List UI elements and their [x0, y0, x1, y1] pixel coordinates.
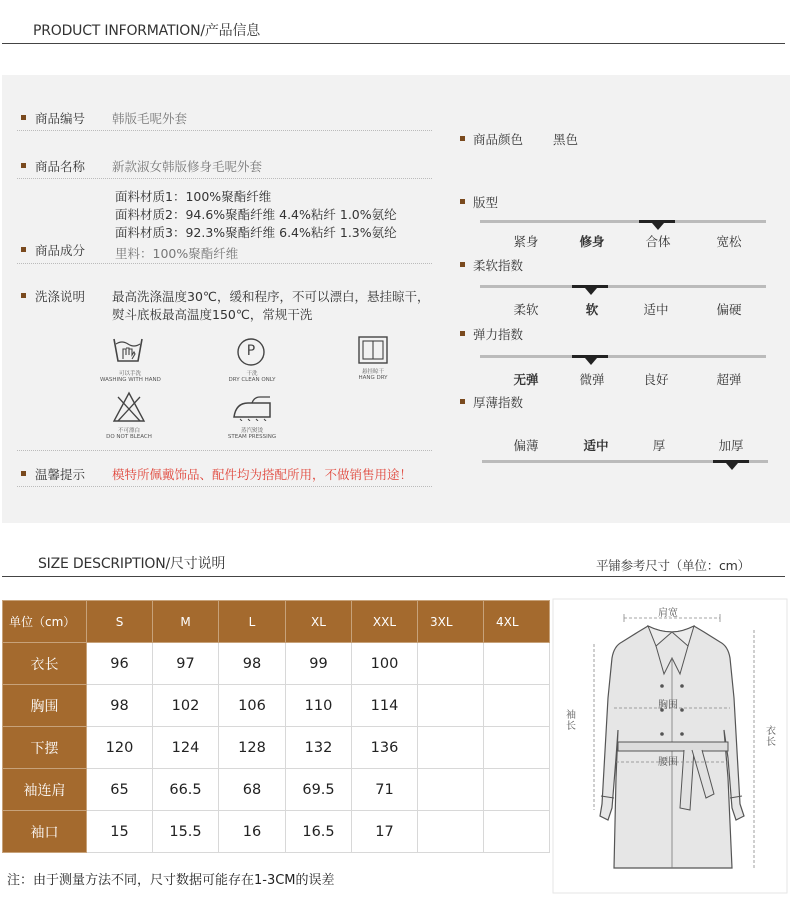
waist-label: 腰围 — [658, 757, 678, 768]
thickness-option-1: 偏薄 — [513, 438, 539, 453]
shoulder-label: 肩宽 — [658, 608, 678, 619]
table-cell — [484, 769, 550, 811]
fit-option-3: 合体 — [645, 234, 671, 249]
table-cell: 98 — [219, 643, 286, 685]
composition-line-3: 面料材质3：92.3%聚酯纤维 6.4%粘纤 1.3%氨纶 — [115, 225, 397, 240]
table-cell: 128 — [219, 727, 286, 769]
softness-option-4: 偏硬 — [716, 302, 742, 317]
table-cell — [418, 727, 484, 769]
composition-label: 商品成分 — [35, 243, 86, 258]
bullet-icon — [21, 115, 26, 120]
wash-line-2: 熨斗底板最高温度150℃，常规干洗 — [112, 307, 313, 322]
table-row — [3, 769, 550, 811]
dry-clean-icon: P — [236, 337, 266, 367]
table-cell: 110 — [286, 685, 352, 727]
table-cell — [418, 769, 484, 811]
color-value: 黑色 — [553, 132, 579, 147]
elasticity-scale-track — [480, 355, 766, 358]
row-header: 衣长 — [3, 643, 87, 685]
table-cell: 16.5 — [286, 811, 352, 853]
size-note: 注：由于测量方法不同，尺寸数据可能存在1-3CM的误差 — [7, 873, 335, 888]
coat-diagram — [552, 598, 788, 894]
elasticity-scale-label: 弹力指数 — [473, 327, 524, 342]
header-cell: 单位（cm） — [3, 601, 87, 643]
table-cell: 120 — [87, 727, 153, 769]
table-cell — [418, 685, 484, 727]
table-cell: 124 — [153, 727, 219, 769]
bullet-icon — [460, 199, 465, 204]
bullet-icon — [460, 331, 465, 336]
divider — [17, 130, 432, 131]
product-no-value: 韩版毛呢外套 — [112, 111, 188, 126]
softness-scale-marker-icon — [585, 288, 597, 295]
product-info-title: PRODUCT INFORMATION/产品信息 — [33, 23, 261, 39]
table-row — [3, 685, 550, 727]
hand-wash-caption: 可以手洗 WASHING WITH HAND — [100, 371, 161, 383]
table-cell — [484, 643, 550, 685]
steam-iron-caption: 蒸汽熨烫 STEAM PRESSING — [227, 428, 277, 440]
table-cell: 71 — [352, 769, 418, 811]
table-cell: 136 — [352, 727, 418, 769]
wash-label: 洗涤说明 — [35, 289, 86, 304]
table-cell: 96 — [87, 643, 153, 685]
table-row — [3, 643, 550, 685]
product-name-label: 商品名称 — [35, 159, 86, 174]
sleeve-label: 袖长 — [566, 710, 576, 732]
elasticity-option-4: 超弹 — [716, 372, 742, 387]
table-cell: 102 — [153, 685, 219, 727]
header-cell: L — [219, 601, 286, 643]
fit-scale-track — [480, 220, 766, 223]
table-cell — [484, 811, 550, 853]
fit-option-1: 紧身 — [513, 234, 539, 249]
composition-line-2: 面料材质2：94.6%聚酯纤维 4.4%粘纤 1.0%氨纶 — [115, 207, 397, 222]
table-cell — [484, 685, 550, 727]
hand-wash-icon — [112, 335, 144, 365]
table-row — [3, 727, 550, 769]
table-row — [3, 811, 550, 853]
product-info-divider — [2, 43, 785, 44]
table-cell: 16 — [219, 811, 286, 853]
table-cell: 100 — [352, 643, 418, 685]
thickness-scale-marker-icon — [726, 463, 738, 470]
divider — [17, 450, 432, 451]
dry-clean-caption: 干洗 DRY CLEAN ONLY — [228, 371, 276, 383]
fit-option-2: 修身 — [579, 234, 605, 249]
size-table — [2, 600, 550, 853]
table-cell: 98 — [87, 685, 153, 727]
softness-option-1: 柔软 — [513, 302, 539, 317]
chest-label: 胸围 — [658, 700, 678, 711]
hang-dry-icon — [357, 335, 389, 365]
bullet-icon — [21, 471, 26, 476]
row-header: 袖连肩 — [3, 769, 87, 811]
row-header: 胸围 — [3, 685, 87, 727]
table-cell: 106 — [219, 685, 286, 727]
table-cell: 132 — [286, 727, 352, 769]
table-cell: 68 — [219, 769, 286, 811]
size-table-header — [3, 601, 550, 643]
product-info-panel — [2, 75, 790, 523]
coat-outline-icon — [552, 598, 788, 894]
thickness-scale-label: 厚薄指数 — [473, 395, 524, 410]
bullet-icon — [460, 399, 465, 404]
thickness-option-4: 加厚 — [718, 438, 744, 453]
bullet-icon — [21, 163, 26, 168]
no-bleach-icon — [112, 391, 146, 423]
header-cell: M — [153, 601, 219, 643]
bullet-icon — [460, 262, 465, 267]
header-cell: 4XL — [484, 601, 550, 643]
length-label: 衣长 — [766, 726, 776, 748]
size-divider — [2, 576, 785, 577]
table-cell: 66.5 — [153, 769, 219, 811]
table-cell: 65 — [87, 769, 153, 811]
row-header: 袖口 — [3, 811, 87, 853]
softness-scale-track — [480, 285, 766, 288]
elasticity-scale-marker-icon — [585, 358, 597, 365]
table-cell: 17 — [352, 811, 418, 853]
softness-scale-label: 柔软指数 — [473, 258, 524, 273]
size-unit-note: 平铺参考尺寸（单位：cm） — [596, 558, 750, 573]
thickness-option-3: 厚 — [652, 438, 666, 453]
table-cell: 114 — [352, 685, 418, 727]
table-cell: 15.5 — [153, 811, 219, 853]
bullet-icon — [21, 293, 26, 298]
bullet-icon — [460, 136, 465, 141]
header-cell: 3XL — [418, 601, 484, 643]
fit-option-4: 宽松 — [716, 234, 742, 249]
table-cell — [484, 727, 550, 769]
divider — [17, 263, 432, 264]
fit-scale-marker-icon — [652, 223, 664, 230]
table-cell: 97 — [153, 643, 219, 685]
bullet-icon — [21, 247, 26, 252]
wash-line-1: 最高洗涤温度30℃，缓和程序，不可以漂白，悬挂晾干， — [112, 289, 430, 304]
hang-dry-caption: 悬挂晾干 HANG DRY — [358, 369, 388, 381]
composition-line-1: 面料材质1：100%聚酯纤维 — [115, 189, 272, 204]
fit-scale-label: 版型 — [473, 195, 499, 210]
softness-option-2: 软 — [585, 302, 599, 317]
elasticity-option-3: 良好 — [643, 372, 669, 387]
header-cell: S — [87, 601, 153, 643]
header-cell: XXL — [352, 601, 418, 643]
divider — [17, 178, 432, 179]
composition-line-4: 里料：100%聚酯纤维 — [115, 246, 239, 261]
steam-iron-icon — [230, 395, 274, 421]
table-cell — [418, 643, 484, 685]
product-name-value: 新款淑女韩版修身毛呢外套 — [112, 159, 263, 174]
elasticity-option-2: 微弹 — [579, 372, 605, 387]
table-cell: 15 — [87, 811, 153, 853]
row-header: 下摆 — [3, 727, 87, 769]
no-bleach-caption: 不可漂白 DO NOT BLEACH — [106, 428, 152, 440]
divider — [17, 486, 432, 487]
tip-label: 温馨提示 — [35, 467, 86, 482]
table-cell: 99 — [286, 643, 352, 685]
table-cell — [418, 811, 484, 853]
softness-option-3: 适中 — [643, 302, 669, 317]
tip-value: 模特所佩戴饰品、配件均为搭配所用，不做销售用途！ — [112, 467, 413, 482]
table-cell: 69.5 — [286, 769, 352, 811]
size-title: SIZE DESCRIPTION/尺寸说明 — [38, 556, 226, 572]
thickness-option-2: 适中 — [583, 438, 609, 453]
elasticity-option-1: 无弹 — [513, 372, 539, 387]
color-label: 商品颜色 — [473, 132, 524, 147]
header-cell: XL — [286, 601, 352, 643]
product-no-label: 商品编号 — [35, 111, 86, 126]
